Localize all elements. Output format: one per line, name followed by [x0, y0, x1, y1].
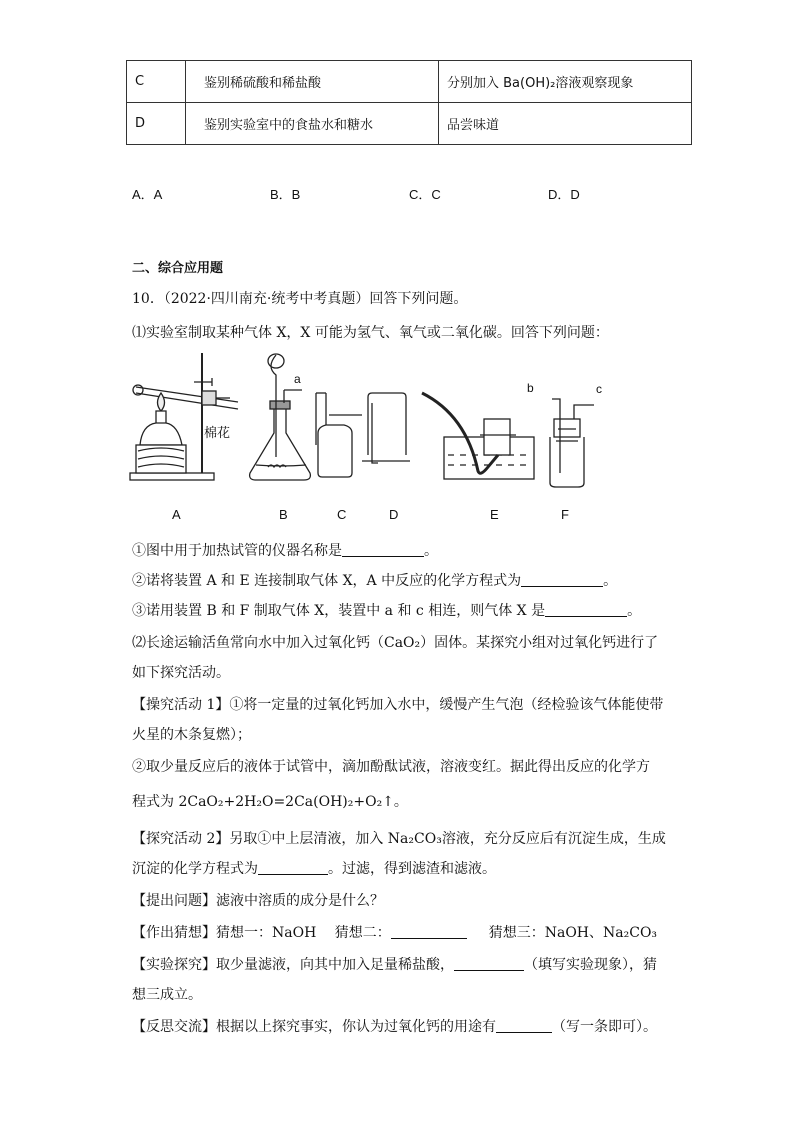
- apparatus-c-drawing: [316, 393, 362, 477]
- answer-choice-a[interactable]: A．A: [132, 187, 163, 202]
- answer-blank-7[interactable]: [496, 1018, 552, 1033]
- question-part1: ⑴实验室制取某种气体 X，X 可能为氢气、氧气或二氧化碳。回答下列问题：: [132, 325, 609, 341]
- port-a-label: a: [294, 372, 301, 386]
- answer-choice-d[interactable]: D．D: [548, 187, 580, 202]
- activity1-line3: ②取少量反应后的液体于试管中，滴加酚酞试液，溶液变红。据此得出反应的化学方: [132, 759, 650, 775]
- activity1-line2: 火星的木条复燃）；: [132, 727, 251, 743]
- question-item-3: ③诺用装置 B 和 F 制取气体 X，装置中 a 和 c 相连，则气体 X 是 。: [132, 603, 642, 619]
- experiment-purpose: 鉴别稀硫酸和稀盐酸: [186, 61, 439, 103]
- activity2-line2: 沉淀的化学方程式为 。过滤，得到滤渣和滤液。: [132, 861, 496, 877]
- question-part2-line2: 如下探究活动。: [132, 665, 230, 681]
- option-letter: D: [127, 103, 186, 145]
- option-letter: C: [127, 61, 186, 103]
- apparatus-label-d: D: [389, 507, 399, 522]
- answer-choice-b[interactable]: B．B: [270, 187, 301, 202]
- apparatus-f-drawing: [550, 399, 594, 487]
- apparatus-label-c: C: [337, 507, 347, 522]
- hypothesis-line: 【作出猜想】猜想一：NaOH 猜想二： 猜想三：NaOH、Na₂CO₃: [132, 925, 658, 941]
- port-b-label: b: [527, 381, 534, 395]
- activity1-line1: 【操究活动 1】①将一定量的过氧化钙加入水中，缓慢产生气泡（经检验该气体能使带: [132, 697, 664, 713]
- answer-blank-5[interactable]: [391, 924, 467, 939]
- activity2-line1: 【探究活动 2】另取①中上层清液，加入 Na₂CO₃溶液，充分反应后有沉淀生成，生成: [132, 831, 666, 847]
- question-item-2: ②诺将装置 A 和 E 连接制取气体 X，A 中反应的化学方程式为 。: [132, 573, 618, 589]
- question-part2-line1: ⑵长途运输活鱼常向水中加入过氧化钙（CaO₂）固体。某探究小组对过氧化钙进行了: [132, 635, 659, 651]
- answer-blank-1[interactable]: [342, 542, 424, 557]
- apparatus-label-a: A: [172, 507, 181, 522]
- answer-blank-6[interactable]: [454, 956, 524, 971]
- experiment-method: 品尝味道: [439, 103, 692, 145]
- apparatus-diagram: [126, 345, 626, 525]
- apparatus-a-drawing: [130, 353, 238, 480]
- table-row: [127, 103, 692, 145]
- apparatus-label-f: F: [561, 507, 569, 522]
- experiment-method: 分别加入 Ba(OH)₂溶液观察现象: [439, 61, 692, 103]
- answer-blank-3[interactable]: [545, 602, 627, 617]
- apparatus-label-b: B: [279, 507, 288, 522]
- apparatus-label-e: E: [490, 507, 499, 522]
- options-table: [126, 60, 692, 145]
- answer-blank-4[interactable]: [258, 860, 328, 875]
- answer-blank-2[interactable]: [521, 572, 603, 587]
- apparatus-d-drawing: [362, 393, 410, 463]
- experiment-line1: 【实验探究】取少量滤液，向其中加入足量稀盐酸， （填写实验现象），猜: [132, 957, 657, 973]
- port-c-label: c: [596, 382, 602, 396]
- cotton-label: 棉花: [204, 425, 231, 440]
- question-problem: 【提出问题】滤液中溶质的成分是什么？: [132, 893, 384, 909]
- apparatus-e-drawing: [422, 393, 534, 479]
- experiment-purpose: 鉴别实验室中的食盐水和糖水: [186, 103, 439, 145]
- experiment-line2: 想三成立。: [132, 987, 202, 1003]
- table-row: [127, 61, 692, 103]
- activity1-equation: 程式为 2CaO₂+2H₂O=2Ca(OH)₂+O₂↑。: [132, 794, 408, 810]
- question-header: 10．（2022·四川南充·统考中考真题）回答下列问题。: [132, 291, 468, 307]
- question-item-1: ①图中用于加热试管的仪器名称是 。: [132, 543, 438, 559]
- answer-choice-c[interactable]: C．C: [409, 187, 441, 202]
- section-title: 二、综合应用题: [132, 261, 224, 276]
- apparatus-b-drawing: [250, 354, 311, 480]
- reflection-line: 【反思交流】根据以上探究事实，你认为过氧化钙的用途有 （写一条即可）。: [132, 1019, 657, 1035]
